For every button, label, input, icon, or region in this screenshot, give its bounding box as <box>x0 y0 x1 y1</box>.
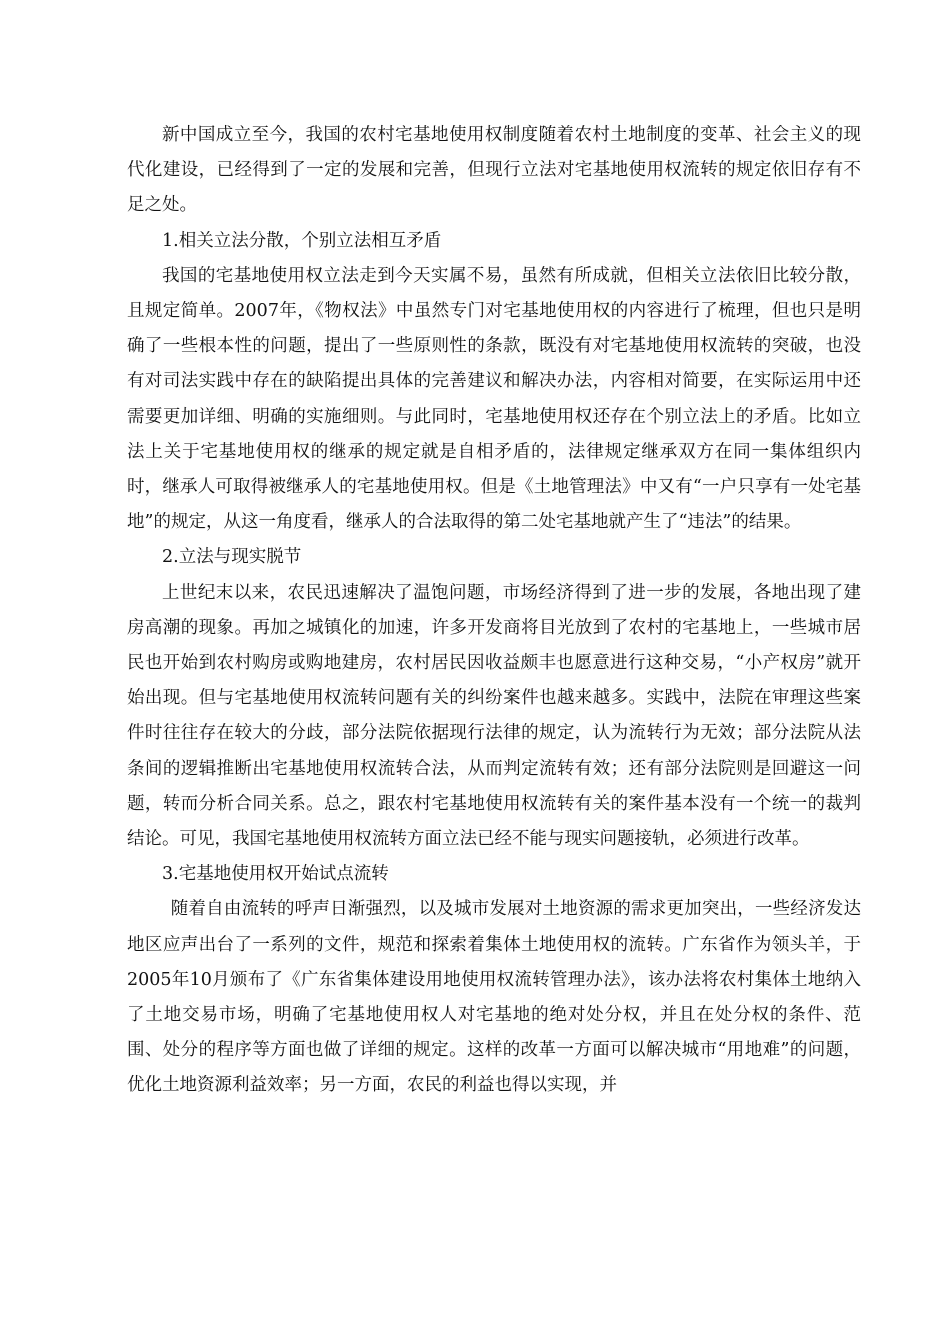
document-body <box>127 118 861 1104</box>
paragraph-section-1: 我国的宅基地使用权立法走到今天实属不易，虽然有所成就，但相关立法依旧比较分散，且规定简单。2007年，《物权法》中虽然专门对宅基地使用权的内容进行了梳理，但也只是明确了一些根本性的问题，提出了一些原则性的条款，既没有对宅基地使用权流转的突破，也没有对司法实践中存在的缺陷提出具体的完善建议和解决办法，内容相对简要，在实际运用中还需要更加详细、明确的实施细则。与此同时，宅基地使用权还存在个别立法上的矛盾。比如立法上关于宅基地使用权的继承的规定就是自相矛盾的，法律规定继承双方在同一集体组织内时，继承人可取得被继承人的宅基地使用权。但是《土地管理法》中又有“一户只享有一处宅基地”的规定，从这一角度看，继承人的合法取得的第二处宅基地就产生了“违法”的结果。 <box>127 265 861 533</box>
paragraph-section-2: 上世纪末以来，农民迅速解决了温饱问题，市场经济得到了进一步的发展，各地出现了建房高潮的现象。再加之城镇化的加速，许多开发商将目光放到了农村的宅基地上，一些城市居民也开始到农村购房或购地建房，农村居民因收益颇丰也愿意进行这种交易，“小产权房”就开始出现。但与宅基地使用权流转问题有关的纠纷案件也越来越多。实践中，法院在审理这些案件时往往存在较大的分歧，部分法院依据现行法律的规定，认为流转行为无效；部分法院从法条间的逻辑推断出宅基地使用权流转合法，从而判定流转有效；还有部分法院则是回避这一问题，转而分析合同关系。总之，跟农村宅基地使用权流转有关的案件基本没有一个统一的裁判结论。可见，我国宅基地使用权流转方面立法已经不能与现实问题接轨，必须进行改革。 <box>127 582 861 850</box>
paragraph-intro: 新中国成立至今，我国的农村宅基地使用权制度随着农村土地制度的变革、社会主义的现代化建设，已经得到了一定的发展和完善，但现行立法对宅基地使用权流转的规定依旧存有不足之处。 <box>127 125 861 216</box>
section-heading-1: 1.相关立法分散，个别立法相互矛盾 <box>162 230 442 251</box>
section-heading-2: 2.立法与现实脱节 <box>162 547 302 568</box>
section-heading-3: 3.宅基地使用权开始试点流转 <box>162 864 389 885</box>
paragraph-section-3: 随着自由流转的呼声日渐强烈，以及城市发展对土地资源的需求更加突出，一些经济发达地区应声出台了一系列的文件，规范和探索着集体土地使用权的流转。广东省作为领头羊，于2005年10月颁布了《广东省集体建设用地使用权流转管理办法》，该办法将农村集体土地纳入了土地交易市场，明确了宅基地使用权人对宅基地的绝对处分权，并且在处分权的条件、范围、处分的程序等方面也做了详细的规定。这样的改革一方面可以解决城市“用地难”的问题，优化土地资源利益效率；另一方面，农民的利益也得以实现，并 <box>127 899 861 1096</box>
